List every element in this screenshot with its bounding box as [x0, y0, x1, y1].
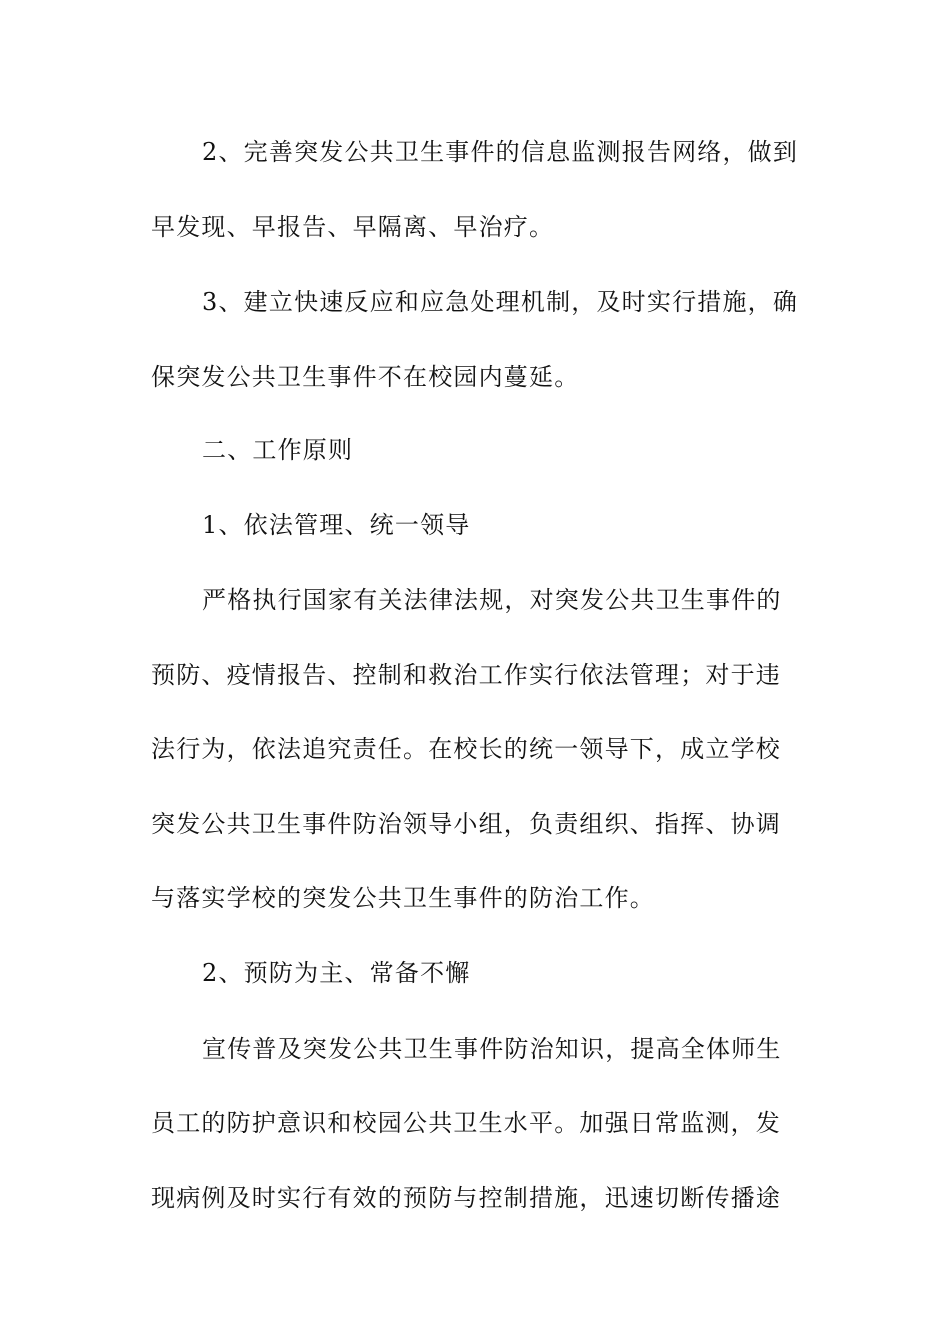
paragraph-line: 现病例及时实行有效的预防与控制措施，迅速切断传播途: [151, 1184, 781, 1212]
paragraph-line: 与落实学校的突发公共卫生事件的防治工作。: [151, 884, 655, 912]
paragraph-line: 宣传普及突发公共卫生事件防治知识，提高全体师生: [202, 1035, 782, 1063]
section-heading: 二、工作原则: [202, 436, 354, 464]
paragraph-line: 预防、疫情报告、控制和救治工作实行依法管理；对于违: [151, 661, 781, 689]
paragraph-line: 严格执行国家有关法律法规，对突发公共卫生事件的: [202, 586, 782, 614]
paragraph-line: 员工的防护意识和校园公共卫生水平。加强日常监测，发: [151, 1109, 781, 1137]
paragraph-line: 早发现、早报告、早隔离、早治疗。: [151, 213, 555, 241]
paragraph-line: 突发公共卫生事件防治领导小组，负责组织、指挥、协调: [151, 810, 781, 838]
paragraph-line: 保突发公共卫生事件不在校园内蔓延。: [151, 363, 580, 391]
paragraph-line: 3、建立快速反应和应急处理机制，及时实行措施，确: [202, 288, 799, 316]
subsection-heading: 2、预防为主、常备不懈: [202, 959, 471, 987]
paragraph-line: 法行为，依法追究责任。在校长的统一领导下，成立学校: [151, 735, 781, 763]
paragraph-line: 2、完善突发公共卫生事件的信息监测报告网络，做到: [202, 138, 799, 166]
subsection-heading: 1、依法管理、统一领导: [202, 511, 471, 539]
